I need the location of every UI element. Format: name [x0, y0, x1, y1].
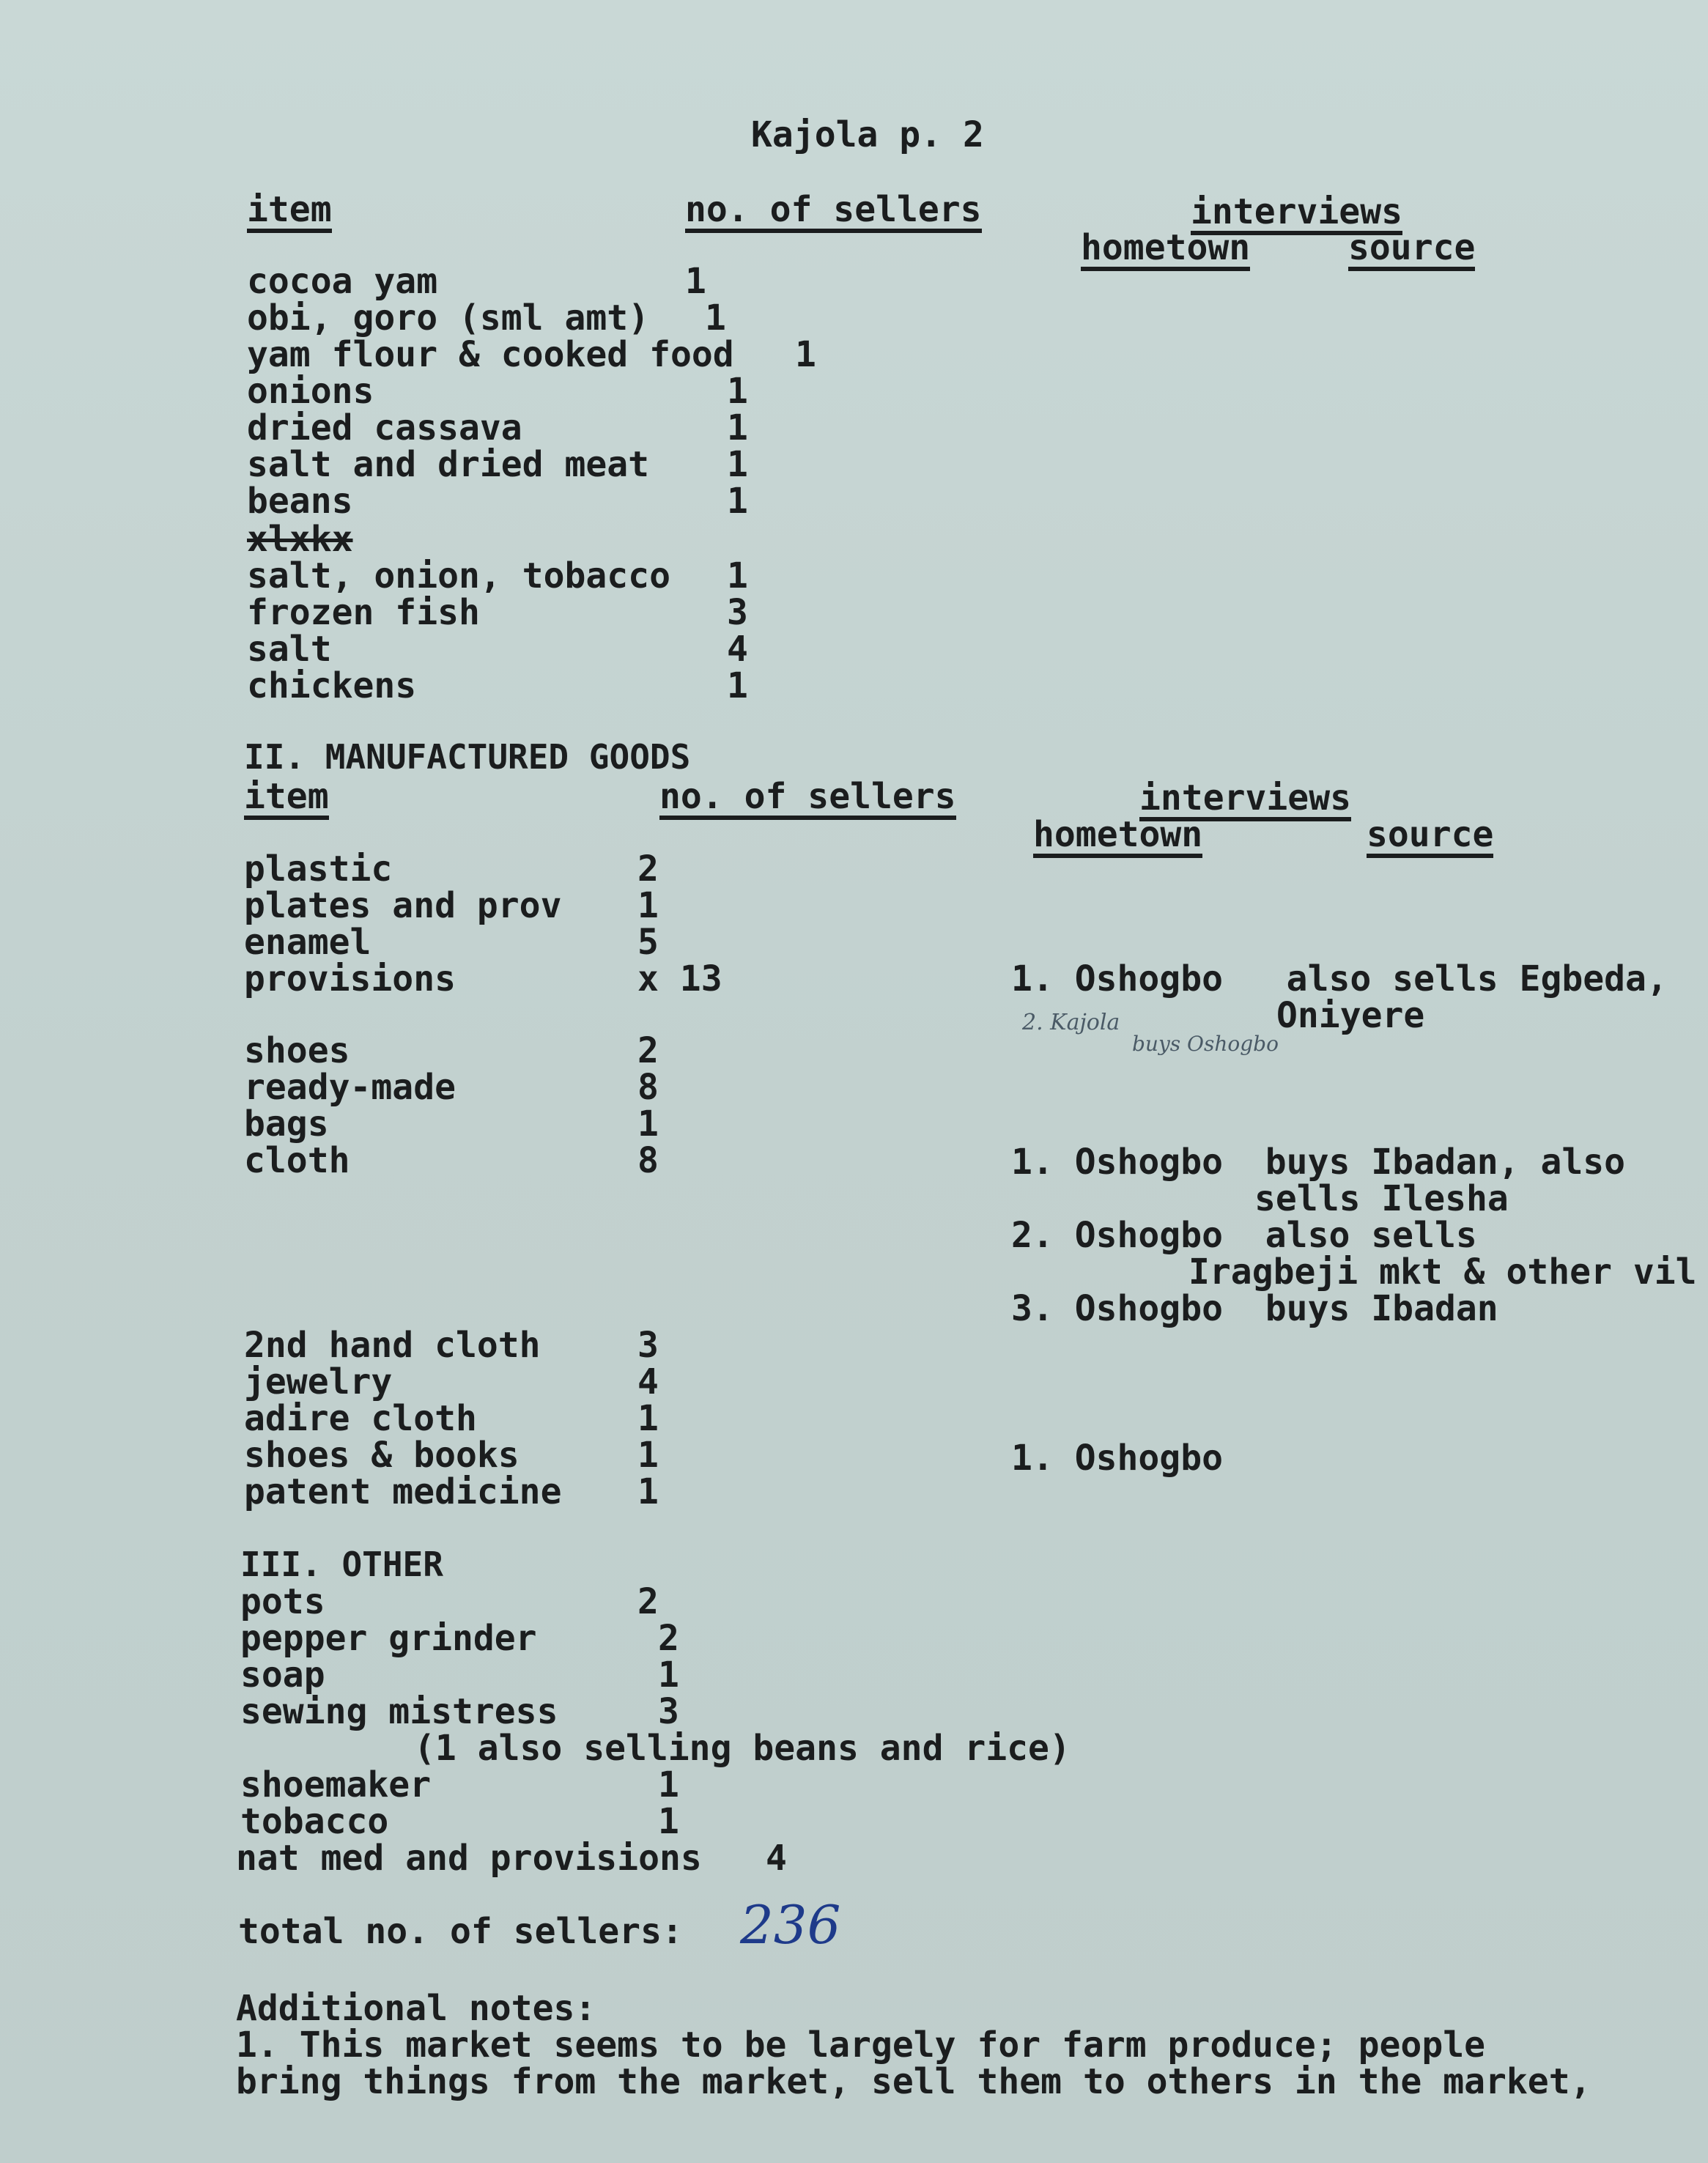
notes-line: bring things from the market, sell them to others in the market,	[236, 2061, 1591, 2102]
list-item: patent medicine	[244, 1471, 562, 1512]
seller-count: 2	[658, 1618, 679, 1659]
interview-note: 3. Oshogbo buys Ibadan	[1011, 1288, 1498, 1329]
interview-note: 1. Oshogbo also sells Egbeda,	[1011, 958, 1668, 999]
list-item: chickens	[247, 665, 417, 706]
section-heading: II. MANUFACTURED GOODS	[244, 737, 691, 777]
list-item: dried cassava	[247, 407, 522, 448]
seller-count: 5	[637, 922, 659, 963]
seller-count: 3	[637, 1325, 659, 1366]
seller-count: 3	[658, 1691, 679, 1732]
list-item: cocoa yam	[247, 261, 438, 302]
seller-count: 1	[658, 1801, 679, 1842]
list-item: obi, goro (sml amt)	[247, 297, 650, 339]
list-item: adire cloth	[244, 1398, 477, 1439]
interview-note: 2. Oshogbo also sells	[1011, 1215, 1477, 1256]
sewing-note: (1 also selling beans and rice)	[414, 1728, 1071, 1769]
handwritten-note: buys Oshogbo	[1132, 1032, 1279, 1056]
list-item: salt, onion, tobacco	[247, 555, 670, 596]
header-source: source	[1367, 817, 1493, 858]
seller-count: x 13	[637, 958, 722, 999]
list-item: sewing mistress	[240, 1691, 558, 1732]
seller-count: 1	[727, 481, 748, 522]
seller-count: 4	[766, 1838, 787, 1879]
seller-count: 1	[637, 885, 659, 926]
notes-line: 1. This market seems to be largely for farm produce; people	[236, 2025, 1486, 2066]
struck-out-text: xlxkx	[247, 519, 353, 560]
header-sellers: no. of sellers	[659, 779, 956, 820]
total-label: total no. of sellers:	[238, 1911, 683, 1952]
list-item: beans	[247, 481, 353, 522]
list-item: pepper grinder	[240, 1618, 537, 1659]
list-item: cloth	[244, 1140, 350, 1181]
list-item: shoes	[244, 1030, 350, 1071]
list-item: 2nd hand cloth	[244, 1325, 541, 1366]
list-item: soap	[240, 1654, 325, 1696]
header-sellers: no. of sellers	[685, 192, 982, 233]
header-interviews: interviews	[1191, 194, 1402, 235]
header-item: item	[244, 779, 329, 820]
seller-count: 1	[685, 261, 706, 302]
header-item: item	[247, 192, 332, 233]
list-item: tobacco	[240, 1801, 389, 1842]
list-item: frozen fish	[247, 592, 480, 633]
list-item: onions	[247, 371, 374, 412]
interview-note: Oniyere	[1276, 995, 1425, 1036]
seller-count: 4	[727, 629, 748, 670]
seller-count: 1	[727, 371, 748, 412]
list-item: plastic	[244, 848, 393, 890]
list-item: shoemaker	[240, 1764, 432, 1805]
seller-count: 1	[637, 1398, 659, 1439]
handwritten-note: 2. Kajola	[1022, 1010, 1120, 1035]
interview-note: 1. Oshogbo buys Ibadan, also	[1011, 1142, 1626, 1183]
seller-count: 1	[637, 1435, 659, 1476]
list-item: bags	[244, 1103, 329, 1145]
list-item: provisions	[244, 958, 456, 999]
seller-count: 1	[795, 334, 816, 375]
seller-count: 4	[637, 1361, 659, 1402]
list-item: shoes & books	[244, 1435, 520, 1476]
notes-heading: Additional notes:	[236, 1988, 596, 2029]
header-hometown: hometown	[1081, 230, 1250, 271]
seller-count: 8	[637, 1067, 659, 1108]
header-hometown: hometown	[1033, 817, 1202, 858]
seller-count: 1	[658, 1764, 679, 1805]
seller-count: 2	[637, 1581, 659, 1622]
list-item: salt and dried meat	[247, 444, 650, 485]
list-item: jewelry	[244, 1361, 393, 1402]
list-item: enamel	[244, 922, 371, 963]
page-title: Kajola p. 2	[751, 114, 984, 155]
seller-count: 1	[727, 555, 748, 596]
section-heading: III. OTHER	[240, 1545, 443, 1584]
interview-note: 1. Oshogbo	[1011, 1438, 1223, 1479]
seller-count: 1	[727, 407, 748, 448]
seller-count: 8	[637, 1140, 659, 1181]
seller-count: 2	[637, 848, 659, 890]
interview-note: sells Ilesha	[1254, 1178, 1509, 1219]
header-interviews: interviews	[1139, 780, 1351, 821]
handwritten-total: 236	[740, 1894, 841, 1956]
seller-count: 1	[637, 1471, 659, 1512]
interview-note: Iragbeji mkt & other vil	[1188, 1251, 1697, 1293]
list-item: pots	[240, 1581, 325, 1622]
list-item: salt	[247, 629, 332, 670]
list-item: ready-made	[244, 1067, 456, 1108]
list-item: plates and prov	[244, 885, 562, 926]
list-item: nat med and provisions	[236, 1838, 702, 1879]
seller-count: 1	[727, 665, 748, 706]
header-source: source	[1348, 230, 1475, 271]
seller-count: 3	[727, 592, 748, 633]
seller-count: 1	[637, 1103, 659, 1145]
seller-count: 1	[727, 444, 748, 485]
seller-count: 2	[637, 1030, 659, 1071]
seller-count: 1	[705, 297, 726, 339]
seller-count: 1	[658, 1654, 679, 1696]
list-item: yam flour & cooked food	[247, 334, 734, 375]
